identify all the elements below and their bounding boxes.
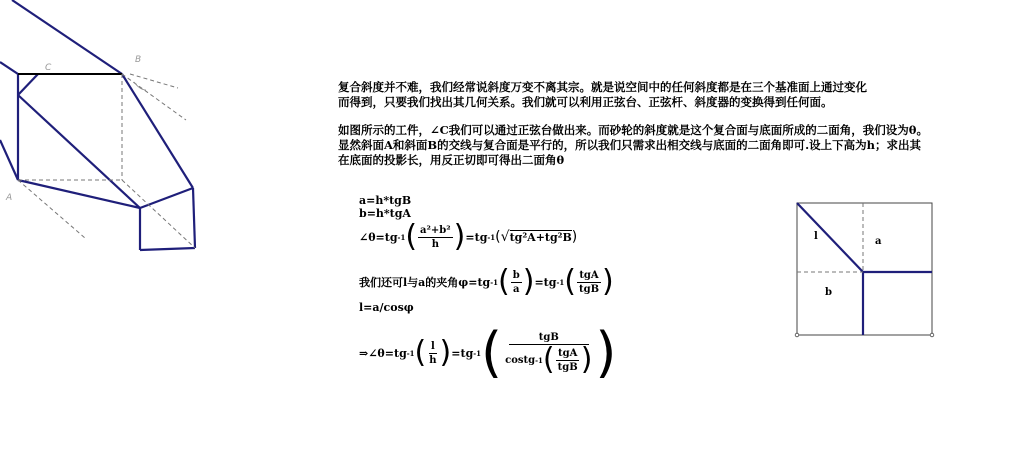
f4-denominator-2: tgB [578,283,600,295]
paren-left: ( [405,219,418,254]
f6-inner-denominator: tgB [557,361,578,373]
paren-right: ) [453,219,466,254]
f4-mid: =tg [534,275,557,289]
f3-denominator: h [431,238,439,250]
f4-inv: -1 [490,277,499,287]
f6-fraction-1 [427,340,438,367]
f6-inv: -1 [406,348,415,358]
paren-left: ( [414,335,427,370]
paren-left: ( [542,342,555,377]
paren-right-large: ) [595,321,617,384]
f4-fraction-1 [511,269,522,296]
label-c: C [45,63,52,73]
formula-theta-1 [359,219,578,254]
paragraph-1-line-2: 而得到，只要我们找出其几何关系。我们就可以利用正弦台、正弦杆、斜度器的变换得到任何面。 [338,95,833,109]
f6-numerator-2: tgB [509,331,589,345]
f4-denominator-1: a [513,283,520,295]
label-b: B [135,55,142,65]
f3-numerator: a²+b² [420,224,451,236]
formula-a: a=h*tgB [359,194,412,207]
paren-right-small: ) [571,229,578,245]
projection-diagram [790,195,940,343]
f6-inv-2: -1 [473,348,482,358]
f6-mid: =tg [451,346,474,360]
f6-den-prefix: costg [505,354,536,366]
f6-inv-3: -1 [535,355,543,365]
f4-numerator-2: tgA [579,269,599,281]
paragraph-2-line-3: 在底面的投影长，用反正切即可得出二面角θ [338,153,565,167]
workpiece-outline [0,0,195,250]
label-l: l [814,231,818,242]
formula-theta-2 [359,321,617,384]
f6-fraction-2 [503,331,594,375]
label-a: A [6,193,13,203]
formula-b: b=h*tgA [359,207,411,220]
f6-prefix: ⇒∠θ=tg [359,346,407,360]
paren-left-small: ( [495,229,501,245]
f3-prefix: ∠θ=tg [359,230,398,244]
f6-inner-fraction [556,347,580,374]
f4-fraction-2 [577,269,601,296]
paren-left: ( [498,264,510,299]
workpiece-3d-diagram [0,0,320,260]
paren-left-large: ( [481,321,503,384]
paren-right: ) [439,335,452,370]
formula-l: l=a/cosφ [359,301,414,314]
paren-left: ( [564,264,576,299]
f3-fraction [418,224,453,251]
line-l [797,203,863,272]
paren-right: ) [522,264,535,299]
f4-numerator-1: b [512,269,520,281]
hidden-lines [18,74,195,248]
paren-right: ) [602,264,614,299]
f3-inv: -1 [397,232,406,242]
f6-inner-numerator: tgA [557,347,578,359]
paragraph-1-line-1: 复合斜度并不难，我们经常说斜度万变不离其宗。就是说空间中的任何斜度都是在三个基准面上通过变化 [338,80,867,94]
paragraph-2-line-2: 显然斜面A和斜面B的交线与复合面是平行的，所以我们只需求出相交线与底面的二面角即可.设上下高为h；求出其 [338,138,922,152]
corner-point-right [930,333,934,337]
paren-right: ) [580,342,593,377]
label-a: a [875,236,882,247]
sqrt-sign: √ [500,229,510,245]
f6-denominator-1: h [429,354,437,366]
f3-sqrt-content: tg²A+tg²B [509,231,572,244]
formula-phi [359,264,614,299]
angle-b-arc [134,82,146,90]
f4-inv-2: -1 [556,277,565,287]
corner-point-left [795,333,799,337]
f4-prefix: 我们还可l与a的夹角φ=tg [359,276,491,289]
f3-inv-2: -1 [487,232,496,242]
paragraph-2-line-1: 如图所示的工件，∠C我们可以通过正弦台做出来。而砂轮的斜度就是这个复合面与底面所成的二面角，我们设为θ。 [338,123,928,137]
label-b: b [825,287,832,298]
f6-denominator-2 [503,342,594,377]
f3-mid: =tg [465,230,488,244]
f6-numerator-1: l [431,340,435,352]
